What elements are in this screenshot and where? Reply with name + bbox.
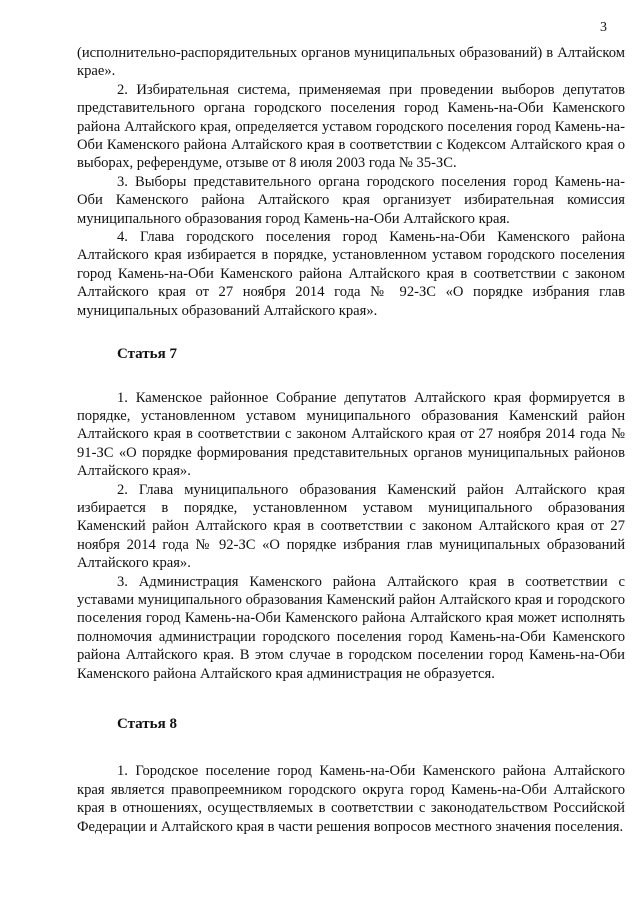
paragraph: 2. Избирательная система, применяемая при проведении выборов депутатов представительного органа городского поселения город Камень-на-Оби Каменского района Алтайского края, определяется уставом городского поселения город Камень-на-Оби Каменского района Алтайского края в соответствии с Кодексом Алтайского края о выборах, референдуме, отзыве от 8 июля 2003 года № 35-ЗС. — [77, 81, 625, 172]
paragraph: 2. Глава муниципального образования Каменский район Алтайского края избирается в порядке, установленном уставом муниципального образования Каменский район Алтайского края в соответствии с законом Алтайского края от 27 ноября 2014 года № 92-ЗС «О порядке избрания глав муниципальных образований Алтайского края». — [77, 481, 625, 572]
article-8-heading: Статья 8 — [117, 716, 177, 732]
paragraph: (исполнительно-распорядительных органов муниципальных образований) в Алтайском крае». — [77, 45, 625, 80]
paragraph: 1. Городское поселение город Камень-на-Оби Каменского района Алтайского края является правопреемником городского округа город Камень-на-Оби Алтайского края в отношениях, осуществляемых в соответствии с законодательством Российской Федерации и Алтайского края в части решения вопросов местного значения поселения. — [77, 763, 625, 835]
page-number: 3 — [600, 20, 607, 35]
paragraph: 4. Глава городского поселения город Камень-на-Оби Каменского района Алтайского края избирается в порядке, установленном уставом городского поселения город Камень-на-Оби Каменского района Алтайского края в соответствии с законом Алтайского края от 27 ноября 2014 года № 92-ЗС «О порядке избрания глав муниципальных образований Алтайского края». — [77, 229, 625, 319]
paragraph: 3. Администрация Каменского района Алтайского края в соответствии с уставами муниципального образования Каменский район Алтайского края и городского поселения город Камень-на-Оби Каменского района Алтайского края может исполнять полномочия администрации городского поселения город Камень-на-Оби Каменского района Алтайского края. В этом случае в городском поселении город Камень-на-Оби Каменского района Алтайского края администрация не образуется. — [77, 573, 625, 682]
paragraph: 3. Выборы представительного органа городского поселения город Камень-на-Оби Каменского района Алтайского края организует избирательная комиссия муниципального образования город Камень-на-Оби Алтайского края. — [77, 173, 625, 227]
document-body — [77, 44, 625, 836]
paragraph: 1. Каменское районное Собрание депутатов Алтайского края формируется в порядке, установленном уставом муниципального образования Каменский район Алтайского края в соответствии с законом Алтайского края от 27 ноября 2014 года № 91-ЗС «О порядке формирования представительных органов муниципальных районов Алтайского края». — [77, 389, 625, 480]
article-7-heading: Статья 7 — [117, 346, 177, 363]
